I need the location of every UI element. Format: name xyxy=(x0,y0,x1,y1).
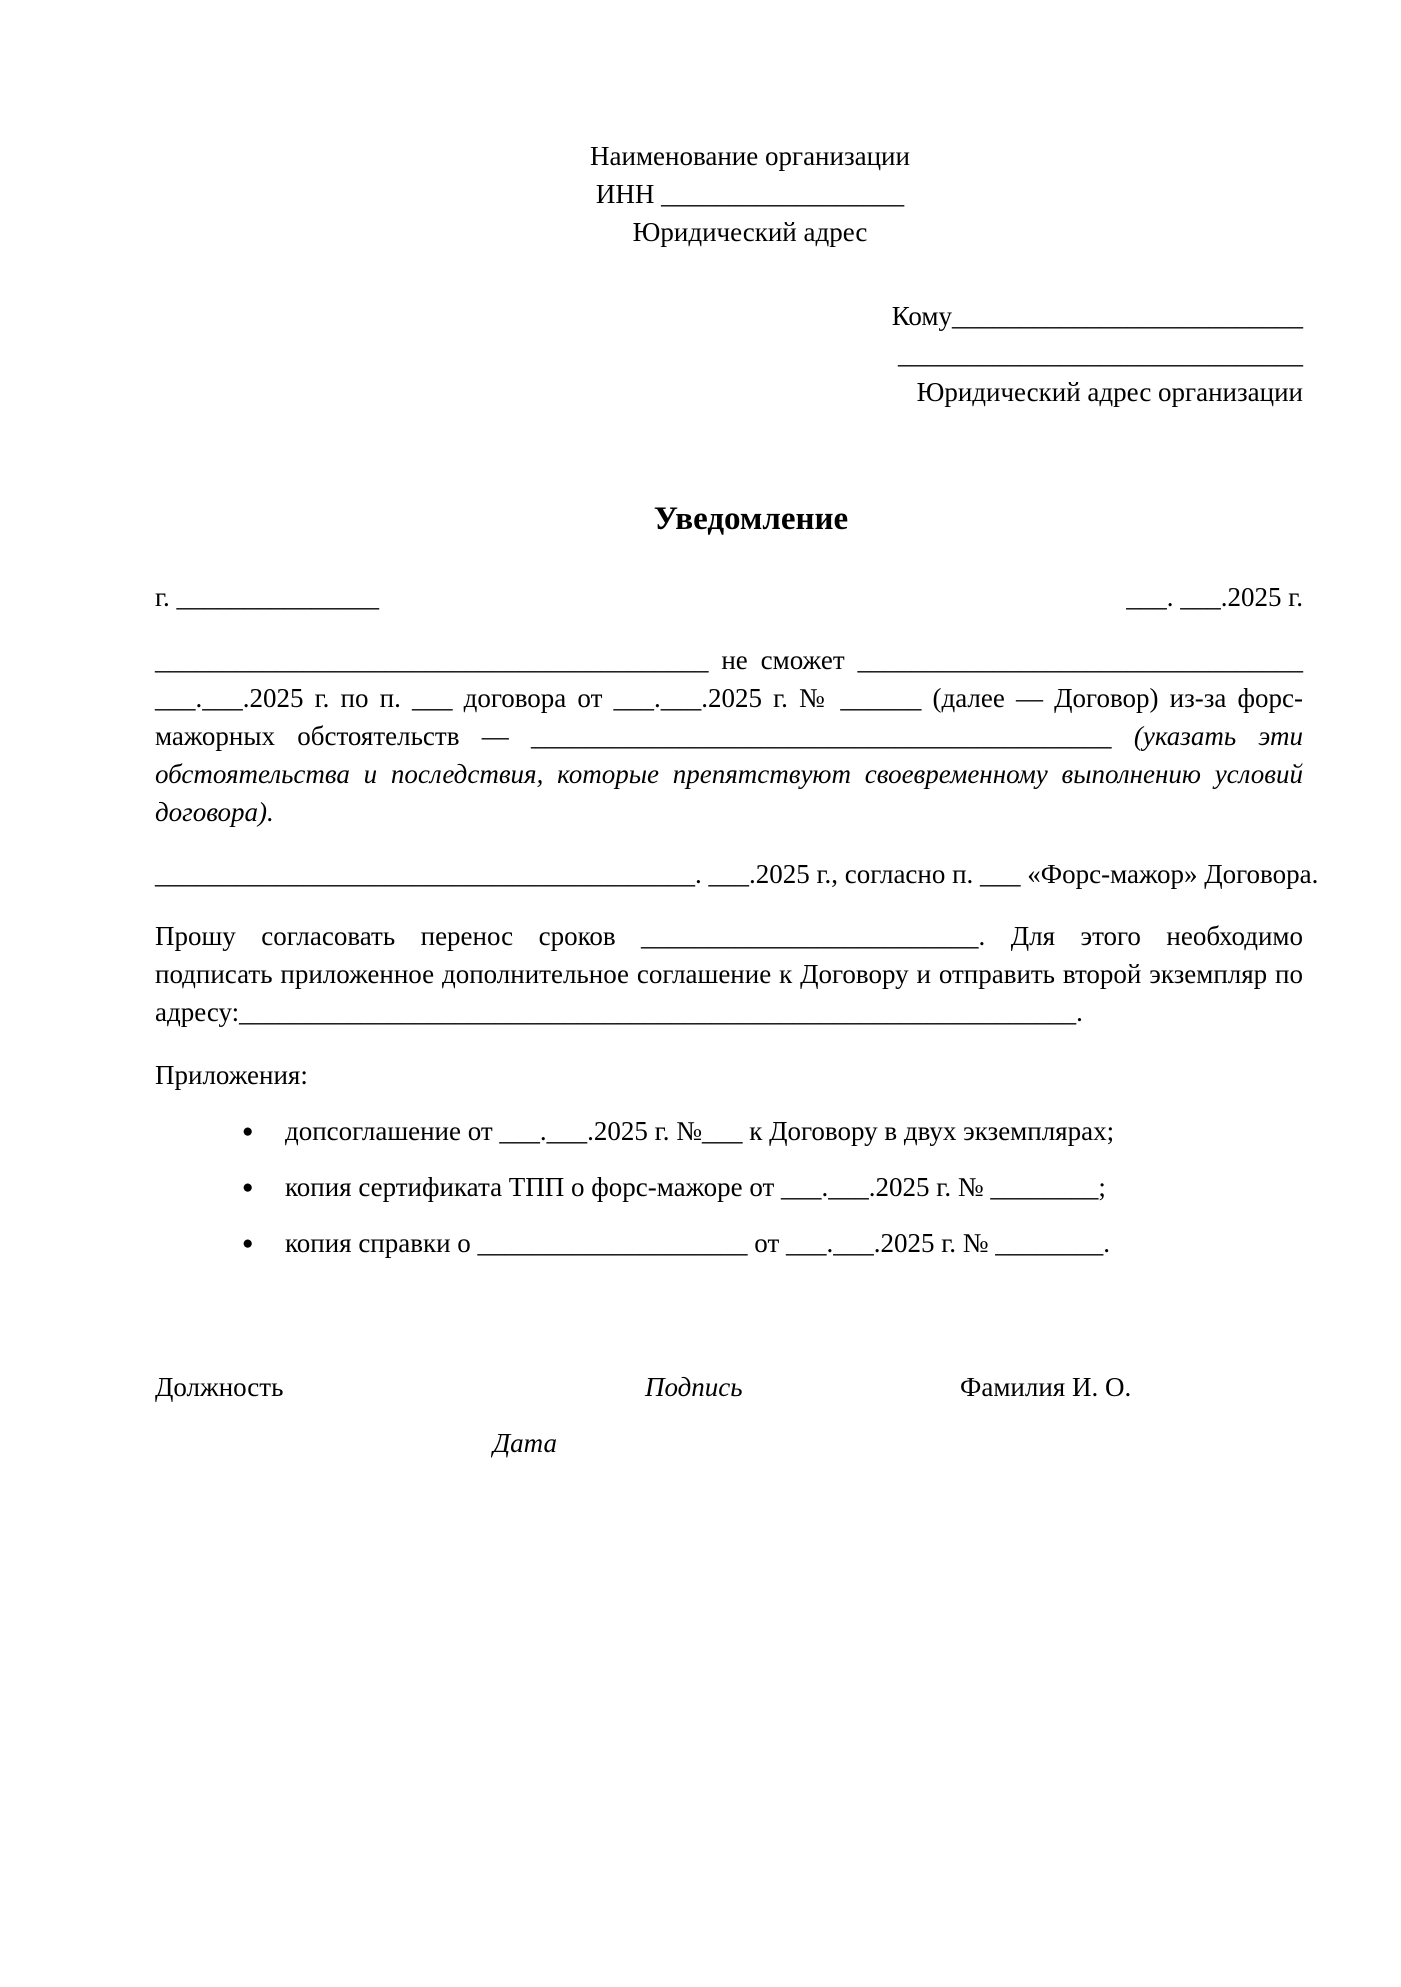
recipient-blank-line: ______________________________ xyxy=(898,339,1303,369)
p1-line-3-normal: мажорных обстоятельств — ___________________________________________ xyxy=(155,721,1112,751)
signature-sign-label: Подпись xyxy=(645,1372,743,1402)
attachment-item-tpp-certificate xyxy=(155,1168,1303,1224)
document-title: Уведомление xyxy=(653,501,849,537)
p3-line-2: подписать приложенное дополнительное соглашение к Договору и отправить второй экземпляр по xyxy=(155,959,1303,989)
attachment-item-label: копия справки о ____________________ от ___.___.2025 г. № ________. xyxy=(285,1228,1111,1258)
bullet-icon: ● xyxy=(242,1121,254,1142)
p1-line-4: обстоятельства и последствия, которые препятствуют своевременному выполнению условий xyxy=(155,759,1303,789)
recipient-caption: Юридический адрес организации xyxy=(916,377,1303,407)
bullet-icon: ● xyxy=(242,1233,254,1254)
bullet-icon: ● xyxy=(242,1177,254,1198)
signature-position-label: Должность xyxy=(155,1372,284,1402)
dateline xyxy=(155,578,1303,616)
p1-line-3 xyxy=(155,717,1303,755)
sender-legal-address: Юридический адрес xyxy=(632,217,868,247)
attachments-list xyxy=(155,1112,1303,1280)
p1-line-2: ___.___.2025 г. по п. ___ договора от ___.___.2025 г. № ______ (далее — Договор) из-за форс- xyxy=(155,683,1303,713)
p3-line-3: адресу:______________________________________________________________. xyxy=(155,997,1083,1027)
recipient-to-line: Кому__________________________ xyxy=(891,301,1303,331)
attachment-item-reference-copy xyxy=(155,1224,1303,1280)
paragraph-reschedule-request xyxy=(155,917,1303,1031)
attachments-label: Приложения: xyxy=(155,1060,308,1090)
date-line: ___. ___.2025 г. xyxy=(1126,582,1303,612)
sender-block xyxy=(510,137,990,251)
p3-line-1: Прошу согласовать перенос сроков _________________________. Для этого необходимо xyxy=(155,921,1303,951)
paragraph-force-majeure xyxy=(155,641,1303,831)
sender-inn-line: ИНН __________________ xyxy=(595,179,905,209)
attachment-item-label: допсоглашение от ___.___.2025 г. №___ к Договору в двух экземплярах; xyxy=(285,1116,1115,1146)
paragraph-contract-clause xyxy=(155,855,1319,893)
sender-org-name: Наименование организации xyxy=(590,141,910,171)
signature-name-label: Фамилия И. О. xyxy=(960,1372,1132,1402)
recipient-block xyxy=(823,297,1303,411)
signature-date-label: Дата xyxy=(493,1428,558,1458)
p1-line-5: договора). xyxy=(155,797,274,827)
p2-line-1: ________________________________________. ___.2025 г., согласно п. ___ «Форс-мажор» Договора. xyxy=(155,859,1319,889)
signature-row xyxy=(155,1368,1303,1408)
attachment-item-supplementary-agreement xyxy=(155,1112,1303,1168)
p1-line-1: _________________________________________ не сможет _________________________________ xyxy=(155,645,1303,675)
attachment-item-label: копия сертификата ТПП о форс-мажоре от ___.___.2025 г. № ________; xyxy=(285,1172,1106,1202)
p1-line-3-italic: (указать эти xyxy=(1133,721,1303,751)
city-line: г. _______________ xyxy=(155,582,380,612)
